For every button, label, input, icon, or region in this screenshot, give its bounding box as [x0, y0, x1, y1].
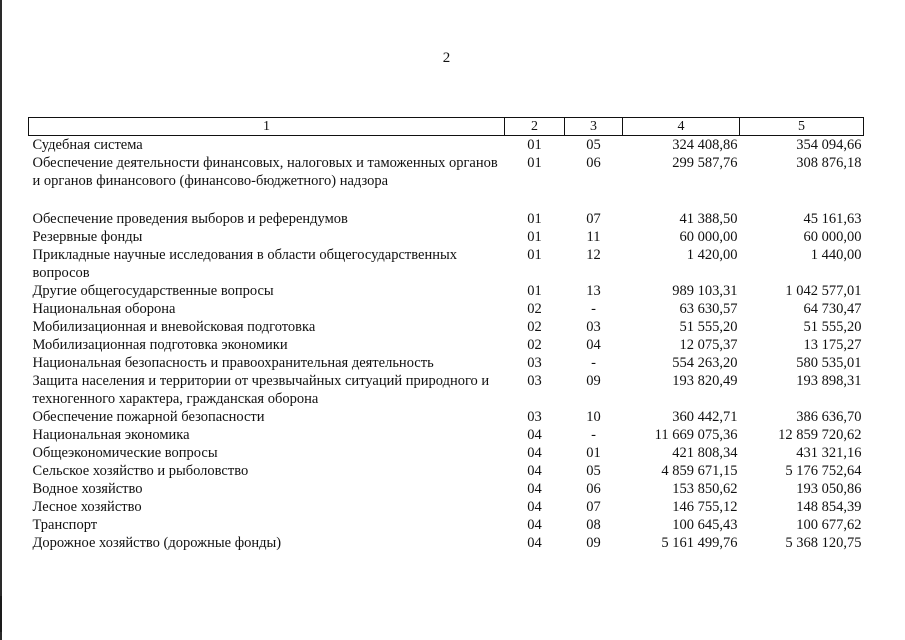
row-value-col5: 193 898,31	[796, 373, 862, 389]
row-value-col4: 51 555,20	[679, 319, 738, 335]
row-section: 01	[527, 247, 542, 263]
header-col-5: 5	[740, 118, 864, 136]
row-value-col5: 308 876,18	[796, 155, 862, 171]
row-subsection: 10	[586, 409, 601, 425]
row-name: Другие общегосударственные вопросы	[32, 283, 274, 299]
row-name: Сельское хозяйство и рыболовство	[32, 463, 249, 479]
row-value-col5: 580 535,01	[796, 355, 862, 371]
header-col-4: 4	[623, 118, 740, 136]
row-section: 03	[527, 409, 542, 425]
row-value-col4: 5 161 499,76	[661, 535, 738, 551]
row-value-col5: 5 368 120,75	[785, 535, 862, 551]
row-subsection: 01	[586, 445, 601, 461]
row-value-col4: 41 388,50	[679, 211, 738, 227]
row-value-col5: 51 555,20	[803, 319, 862, 335]
row-section: 04	[527, 463, 542, 479]
row-value-col4: 421 808,34	[672, 445, 738, 461]
row-value-col4: 4 859 671,15	[661, 463, 738, 479]
row-section: 04	[527, 535, 542, 551]
row-value-col5: 431 321,16	[796, 445, 862, 461]
row-name: Транспорт	[32, 517, 98, 533]
row-name: Обеспечение пожарной безопасности	[32, 409, 265, 425]
row-value-col5: 12 859 720,62	[778, 427, 862, 443]
scan-left-edge	[0, 0, 2, 640]
page-number: 2	[442, 50, 451, 66]
row-value-col4: 60 000,00	[679, 229, 738, 245]
table-row	[29, 426, 864, 444]
row-subsection: 13	[586, 283, 601, 299]
table-row	[29, 480, 864, 498]
row-section: 02	[527, 301, 542, 317]
row-value-col5: 60 000,00	[803, 229, 862, 245]
table-row	[29, 372, 864, 408]
row-value-col4: 12 075,37	[679, 337, 738, 353]
row-section: 01	[527, 229, 542, 245]
row-subsection: 12	[586, 247, 601, 263]
row-section: 01	[527, 211, 542, 227]
row-value-col5: 1 440,00	[810, 247, 862, 263]
row-subsection: 07	[586, 211, 601, 227]
row-name: Национальная экономика	[32, 427, 190, 443]
table-row	[29, 210, 864, 228]
row-value-col5: 5 176 752,64	[785, 463, 862, 479]
row-value-col4: 299 587,76	[672, 155, 738, 171]
row-value-col5: 354 094,66	[796, 137, 862, 153]
row-name: Национальная безопасность и правоохранительная деятельность	[32, 355, 434, 371]
row-section: 04	[527, 481, 542, 497]
row-section: 01	[527, 283, 542, 299]
row-section: 03	[527, 373, 542, 389]
table-row	[29, 336, 864, 354]
table-row	[29, 444, 864, 462]
row-subsection: 05	[586, 137, 601, 153]
row-subsection: 04	[586, 337, 601, 353]
table-row	[29, 136, 864, 155]
row-value-col4: 554 263,20	[672, 355, 738, 371]
table-row	[29, 154, 864, 210]
row-section: 04	[527, 517, 542, 533]
row-value-col4: 989 103,31	[672, 283, 738, 299]
row-section: 04	[527, 445, 542, 461]
row-value-col5: 193 050,86	[796, 481, 862, 497]
table-row	[29, 354, 864, 372]
row-section: 03	[527, 355, 542, 371]
row-value-col5: 45 161,63	[803, 211, 862, 227]
row-value-col4: 146 755,12	[672, 499, 738, 515]
row-subsection: 06	[586, 481, 601, 497]
row-value-col5: 148 854,39	[796, 499, 862, 515]
table-row	[29, 282, 864, 300]
row-name: Обеспечение деятельности финансовых, налоговых и таможенных органов и органов финансового (финансово-бюджетного) надзора	[32, 155, 498, 189]
row-name: Дорожное хозяйство (дорожные фонды)	[32, 535, 282, 551]
row-section: 04	[527, 427, 542, 443]
table-row	[29, 318, 864, 336]
row-value-col4: 360 442,71	[672, 409, 738, 425]
row-subsection: -	[591, 427, 596, 443]
budget-table	[28, 117, 864, 552]
table-row	[29, 228, 864, 246]
row-value-col4: 63 630,57	[679, 301, 738, 317]
row-subsection: 03	[586, 319, 601, 335]
row-value-col5: 386 636,70	[796, 409, 862, 425]
row-subsection: 09	[586, 373, 601, 389]
row-value-col4: 193 820,49	[672, 373, 738, 389]
row-name: Резервные фонды	[32, 229, 143, 245]
row-value-col4: 100 645,43	[672, 517, 738, 533]
row-value-col5: 64 730,47	[803, 301, 862, 317]
header-col-2: 2	[505, 118, 565, 136]
row-section: 04	[527, 499, 542, 515]
row-name: Мобилизационная подготовка экономики	[32, 337, 288, 353]
row-subsection: -	[591, 355, 596, 371]
header-col-1: 1	[29, 118, 505, 136]
row-subsection: 07	[586, 499, 601, 515]
table-header-row	[29, 118, 864, 136]
row-subsection: 09	[586, 535, 601, 551]
table-row	[29, 498, 864, 516]
row-section: 01	[527, 137, 542, 153]
row-value-col5: 13 175,27	[803, 337, 862, 353]
row-name: Мобилизационная и вневойсковая подготовка	[32, 319, 316, 335]
table-row	[29, 462, 864, 480]
table-row	[29, 300, 864, 318]
row-subsection: -	[591, 301, 596, 317]
table-row	[29, 534, 864, 552]
header-col-3: 3	[565, 118, 623, 136]
table-row	[29, 516, 864, 534]
row-value-col4: 11 669 075,36	[654, 427, 738, 443]
row-subsection: 05	[586, 463, 601, 479]
row-subsection: 11	[586, 229, 601, 245]
row-name: Защита населения и территории от чрезвычайных ситуаций природного и техногенного характера, гражданская оборона	[32, 373, 490, 407]
table-row	[29, 246, 864, 282]
row-name: Национальная оборона	[32, 301, 176, 317]
row-section: 02	[527, 337, 542, 353]
scan-left-edge-mark	[0, 596, 2, 632]
table-row	[29, 408, 864, 426]
row-name: Общеэкономические вопросы	[32, 445, 218, 461]
row-section: 01	[527, 155, 542, 171]
row-value-col4: 1 420,00	[686, 247, 738, 263]
row-name: Обеспечение проведения выборов и референдумов	[32, 211, 348, 227]
row-value-col5: 1 042 577,01	[785, 283, 862, 299]
row-value-col4: 153 850,62	[672, 481, 738, 497]
row-name: Лесное хозяйство	[32, 499, 142, 515]
row-section: 02	[527, 319, 542, 335]
row-subsection: 06	[586, 155, 601, 171]
row-name: Судебная система	[32, 137, 143, 153]
row-value-col5: 100 677,62	[796, 517, 862, 533]
row-name: Прикладные научные исследования в области общегосударственных вопросов	[32, 247, 457, 281]
row-subsection: 08	[586, 517, 601, 533]
row-value-col4: 324 408,86	[672, 137, 738, 153]
row-name: Водное хозяйство	[32, 481, 143, 497]
